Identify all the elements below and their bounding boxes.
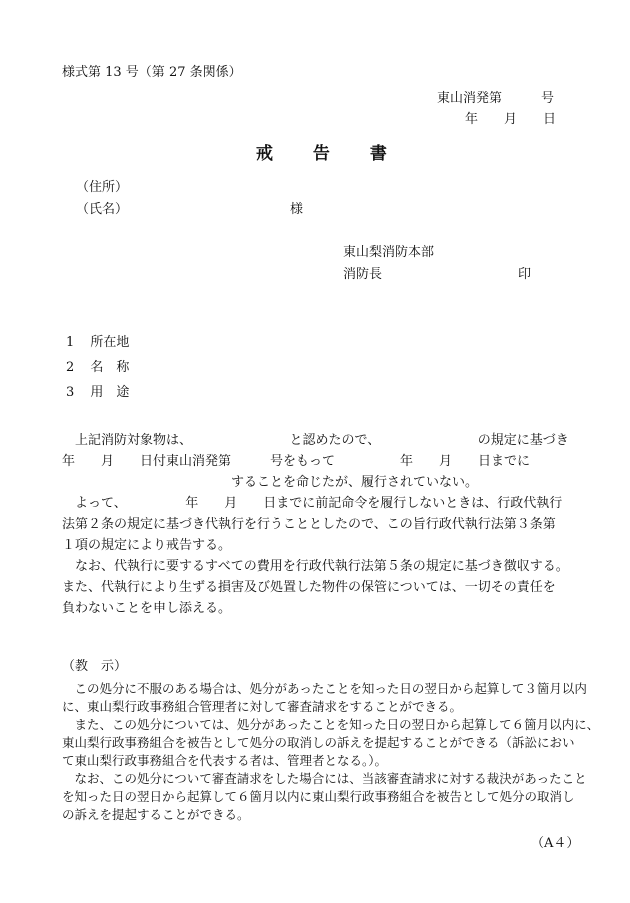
body-line: 上記消防対象物は、 と認めたので、 の規定に基づき (62, 433, 569, 448)
body-line: 負わないことを申し添える。 (62, 601, 232, 616)
body-line: １項の規定により戒告する。 (62, 538, 232, 553)
instruction-line: この処分に不服のある場合は、処分があったことを知った日の翌日から起算して３箇月以内 (62, 681, 587, 696)
form-id: 様式第 13 号（第 27 条関係） (62, 65, 242, 80)
page-title (256, 146, 387, 163)
item-number: 1 (66, 335, 75, 350)
instruction-text (62, 680, 600, 824)
item-row (66, 361, 129, 374)
item-row (66, 336, 129, 349)
body-line: なお、代執行に要するすべての費用を行政代執行法第５条の規定に基づき徴収する。 (62, 559, 569, 574)
instruction-line: て東山梨行政事務組合を代表する者は、管理者となる。）。 (62, 753, 388, 768)
body-line: することを命じたが、履行されていない。 (62, 475, 479, 490)
body-text (62, 430, 582, 619)
item-number: 3 (66, 385, 75, 400)
address-label: （住所） (76, 180, 129, 195)
body-line: 年 月 日付東山消発第 号をもって 年 月 日までに (62, 454, 531, 469)
body-line: よって、 年 月 日までに前記命令を履行しないときは、行政代執行 (62, 496, 563, 511)
item-label: 用 途 (90, 385, 130, 400)
instruction-line: また、この処分については、処分があったことを知った日の翌日から起算して６箇月以内に、 (62, 717, 600, 732)
document-date: 年 月 日 (465, 112, 557, 127)
body-line: また、代執行により生ずる損害及び処置した物件の保管については、一切その責任を (62, 580, 556, 595)
instruction-line: なお、この処分について審査請求をした場合には、当該審査請求に対する裁決があったこと (62, 771, 587, 786)
item-label: 名 称 (90, 360, 130, 375)
title-char-3: 書 (369, 144, 387, 164)
body-line: 法第２条の規定に基づき代執行を行うこととしたので、この旨行政代執行法第３条第 (62, 517, 556, 532)
seal-mark: 印 (518, 267, 532, 282)
title-char-1: 戒 (256, 144, 273, 164)
name-label: （氏名） (76, 202, 129, 217)
item-label: 所在地 (90, 335, 130, 350)
instruction-heading: （教 示） (62, 659, 128, 674)
issuer-organization: 東山梨消防本部 (343, 245, 435, 260)
name-suffix: 様 (290, 202, 304, 217)
instruction-line: を知った日の翌日から起算して６箇月以内に東山梨行政事務組合を被告として処分の取消し (62, 789, 575, 804)
paper-size-label: （A４） (531, 836, 580, 851)
issuer-title: 消防長 (343, 267, 383, 282)
item-number: 2 (66, 360, 75, 375)
title-char-2: 告 (312, 144, 330, 164)
instruction-line: の訴えを提起することができる。 (62, 807, 250, 822)
document-number: 東山消発第 号 (437, 91, 555, 106)
instruction-line: に、東山梨行政事務組合管理者に対して審査請求をすることができる。 (62, 699, 463, 714)
instruction-line: 東山梨行政事務組合を被告として処分の取消しの訴えを提起することができる（訴訟におい (62, 735, 575, 750)
item-row (66, 386, 129, 399)
